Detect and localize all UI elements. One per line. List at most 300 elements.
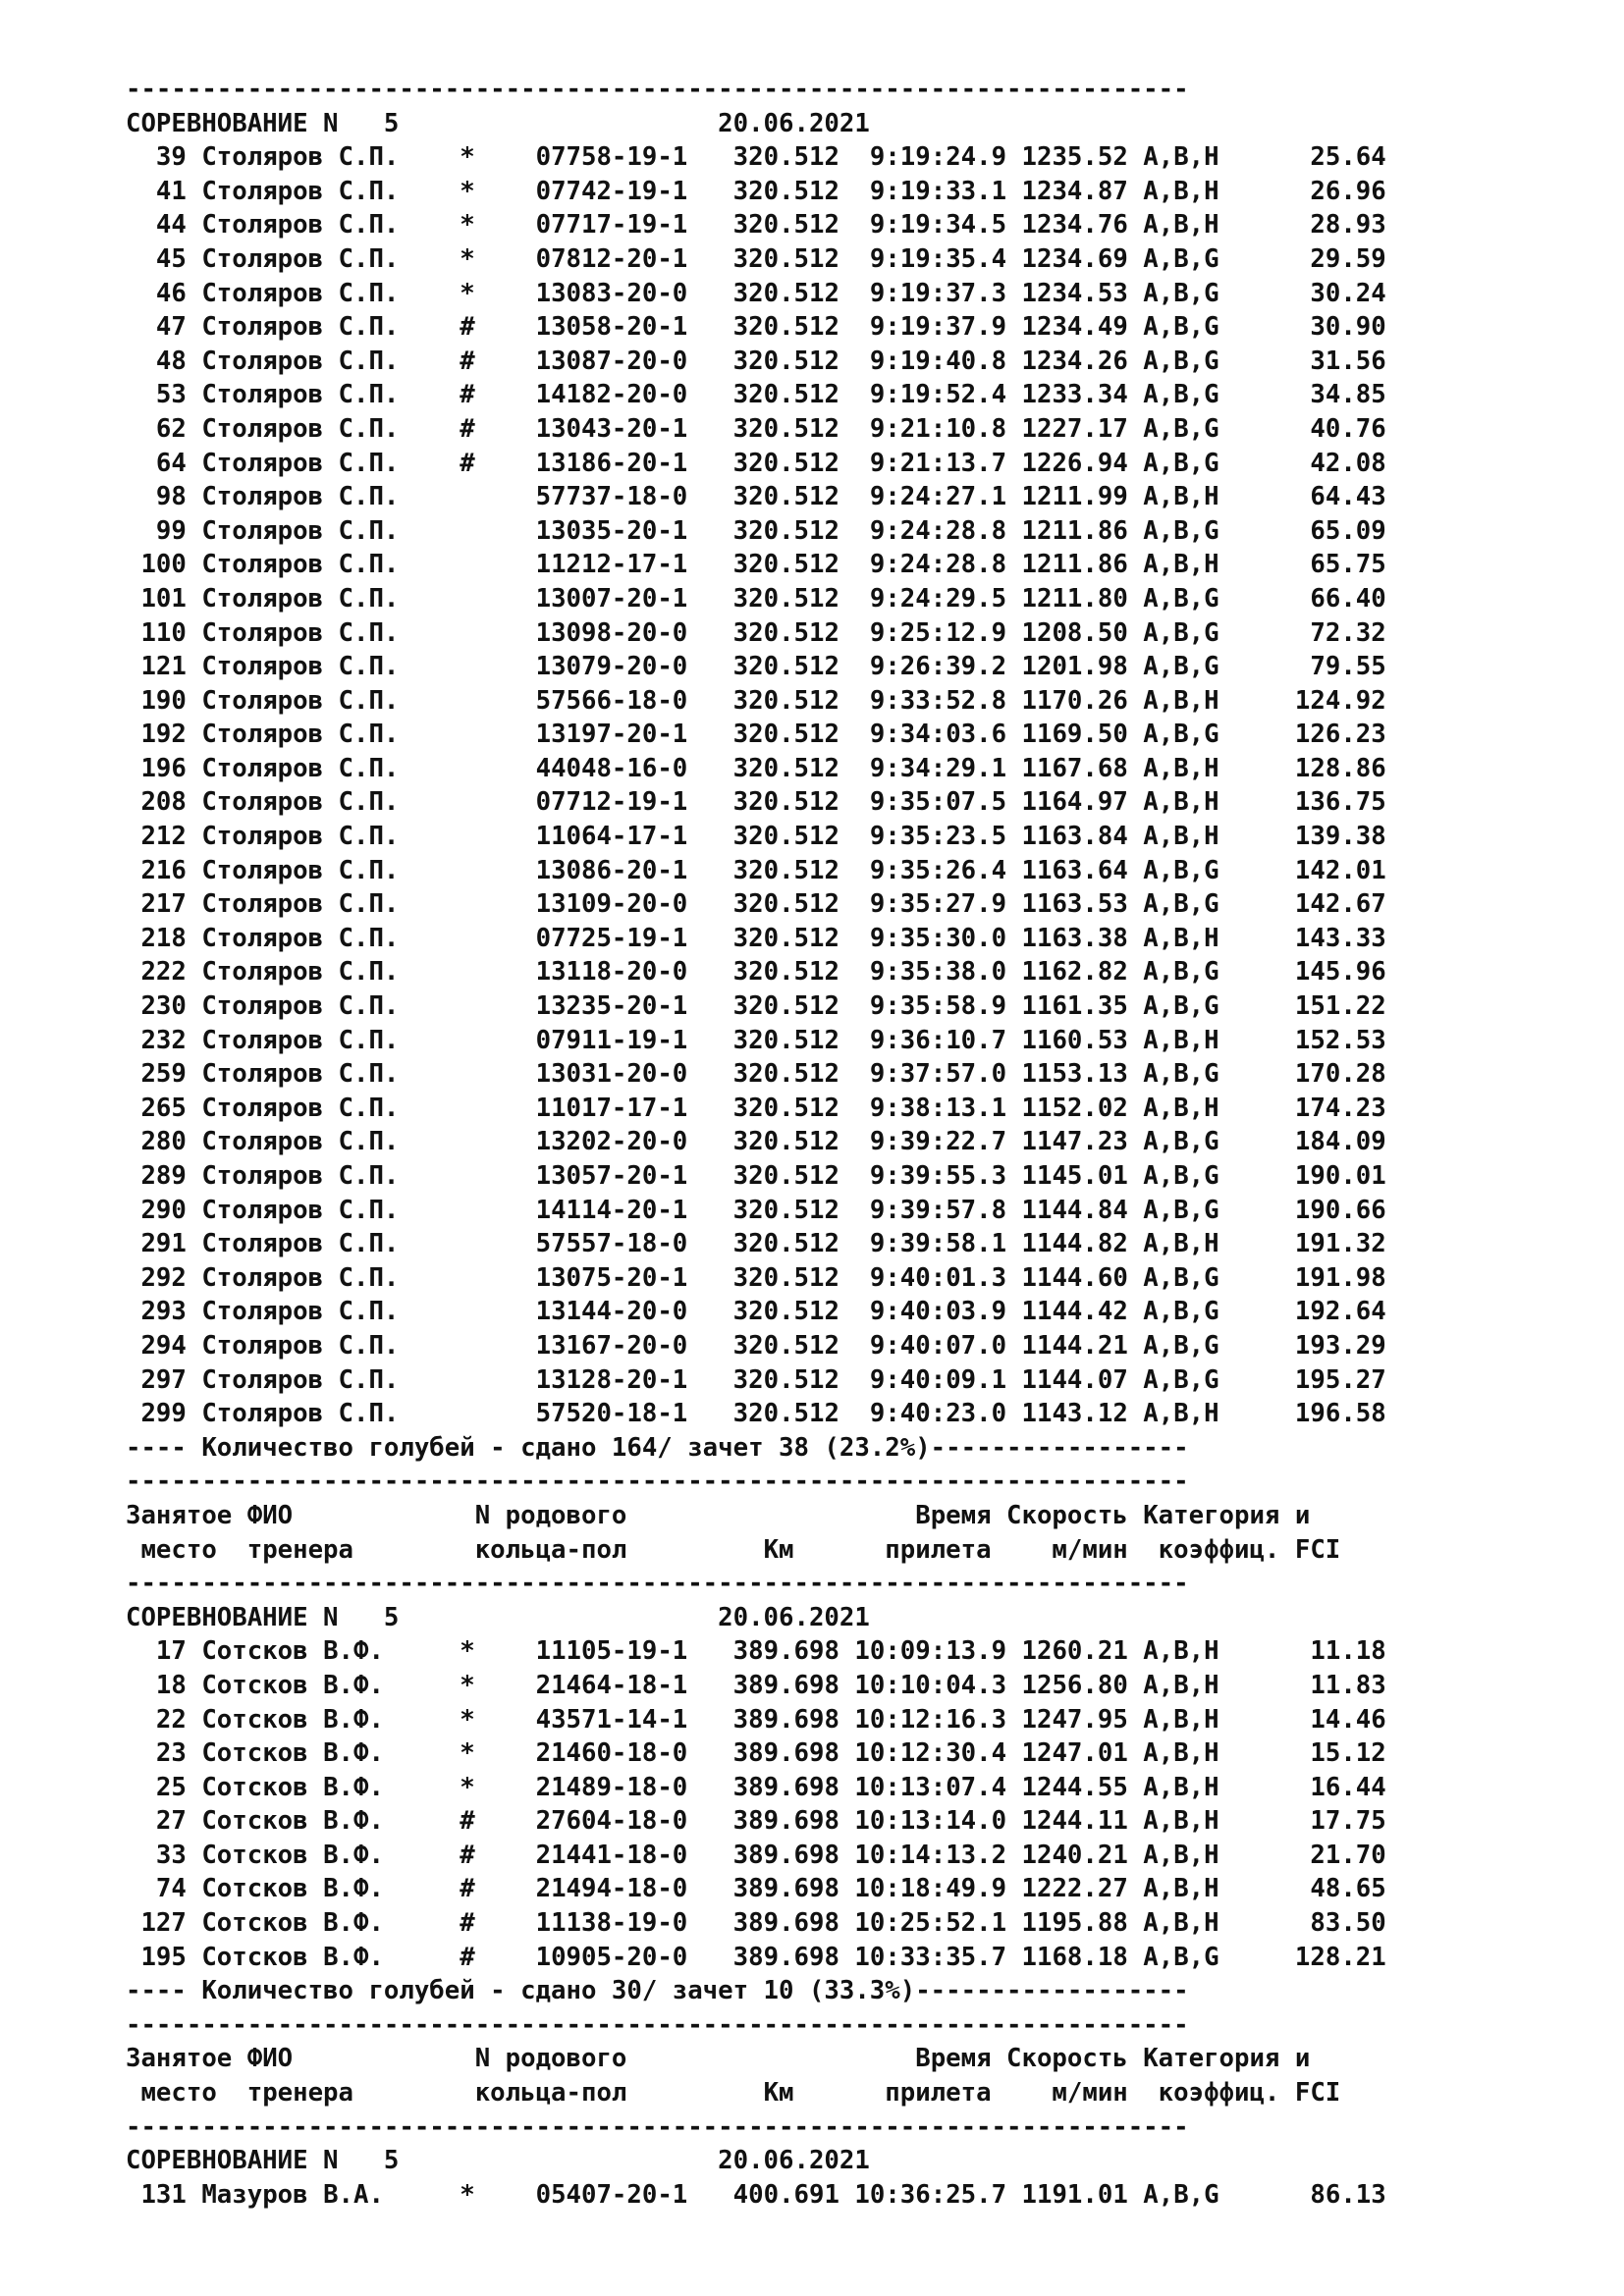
competition-date: 20.06.2021 [718,2146,870,2176]
speed: 1168.18 [1021,1942,1128,1972]
header-fio-2: тренера [246,1534,475,1565]
ring-number: 07742-19-1 [535,176,688,206]
distance-km: 389.698 [732,1772,839,1802]
distance-km: 320.512 [732,1161,839,1191]
arrival-time: 9:39:55.3 [839,1161,1007,1191]
category: A,B,G [1143,889,1219,920]
speed: 1144.21 [1021,1330,1128,1361]
divider-dashes: ---------------------------------------------------------------------- [126,2009,1189,2040]
fancier-name: Сотсков В.Ф. [201,1942,414,1972]
fancier-name: Сотсков В.Ф. [201,1670,414,1700]
place: 192 [126,720,187,750]
category: A,B,G [1143,991,1219,1022]
mark: * [460,142,475,173]
ring-number: 44048-16-0 [535,753,688,783]
mark: * [460,1738,475,1769]
category: A,B,H [1143,482,1219,512]
place: 218 [126,923,187,953]
distance-km: 320.512 [732,448,839,478]
fancier-name: Мазуров В.А. [201,2179,414,2210]
result-row [126,1941,1386,1975]
distance-km: 320.512 [732,482,839,512]
mark: # [460,1874,475,1904]
ring-number: 13202-20-0 [535,1127,688,1157]
result-row [126,1634,1386,1669]
result-row [126,1194,1386,1228]
fci-coefficient: 83.50 [1218,1908,1386,1939]
mark [460,720,474,749]
distance-km: 320.512 [732,1229,839,1259]
result-row [126,378,1386,412]
fci-coefficient: 25.64 [1218,142,1386,173]
result-row [126,1703,1386,1737]
fancier-name: Столяров С.П. [201,346,414,376]
speed: 1247.01 [1021,1738,1128,1769]
distance-km: 389.698 [732,1704,839,1735]
arrival-time: 10:13:14.0 [839,1806,1007,1837]
speed: 1234.53 [1021,278,1128,308]
distance-km: 320.512 [732,855,839,885]
result-row [126,277,1386,311]
fancier-name: Столяров С.П. [201,448,414,478]
speed: 1234.26 [1021,346,1128,376]
distance-km: 320.512 [732,413,839,444]
header-time-2: прилета [793,2078,992,2109]
ring-number: 13098-20-0 [535,617,688,648]
category: A,B,H [1143,1840,1219,1870]
distance-km: 389.698 [732,1942,839,1972]
mark [460,1196,474,1225]
place: 22 [126,1704,187,1735]
arrival-time: 10:12:16.3 [839,1704,1007,1735]
arrival-time: 9:19:37.3 [839,278,1007,308]
fci-coefficient: 124.92 [1218,685,1386,716]
result-row [126,650,1386,684]
result-row [126,1329,1386,1363]
competition-title: СОРЕВНОВАНИЕ N 5 [126,108,719,138]
arrival-time: 9:40:07.0 [839,1330,1007,1361]
category: A,B,H [1143,685,1219,716]
fci-coefficient: 190.66 [1218,1195,1386,1225]
result-row [126,345,1386,379]
fci-coefficient: 40.76 [1218,413,1386,444]
ring-number: 07725-19-1 [535,923,688,953]
arrival-time: 9:19:24.9 [839,142,1007,173]
category: A,B,H [1143,142,1219,173]
fci-coefficient: 191.98 [1218,1262,1386,1293]
place: 27 [126,1806,187,1837]
result-row [126,412,1386,447]
place: 41 [126,176,187,206]
fancier-name: Столяров С.П. [201,413,414,444]
fancier-name: Столяров С.П. [201,1229,414,1259]
fancier-name: Столяров С.П. [201,515,414,546]
result-row [126,1397,1386,1431]
fci-coefficient: 11.83 [1218,1670,1386,1700]
result-row [126,1024,1386,1058]
result-row [126,1057,1386,1092]
fancier-name: Сотсков В.Ф. [201,1874,414,1904]
category: A,B,H [1143,1772,1219,1802]
divider-dashes: ---------------------------------------------------------------------- [126,2111,1189,2142]
distance-km: 320.512 [732,889,839,920]
fci-coefficient: 64.43 [1218,482,1386,512]
speed: 1167.68 [1021,753,1128,783]
category: A,B,H [1143,210,1219,240]
place: 230 [126,991,187,1022]
fci-coefficient: 28.93 [1218,210,1386,240]
header-fio: ФИО [246,2044,475,2074]
ring-number: 11138-19-0 [535,1908,688,1939]
result-row [126,2178,1386,2213]
speed: 1234.87 [1021,176,1128,206]
distance-km: 320.512 [732,1093,839,1123]
fancier-name: Столяров С.П. [201,652,414,682]
place: 46 [126,278,187,308]
ring-number: 13083-20-0 [535,278,688,308]
fci-coefficient: 128.86 [1218,753,1386,783]
result-row [126,480,1386,514]
arrival-time: 10:25:52.1 [839,1908,1007,1939]
place: 33 [126,1840,187,1870]
speed: 1145.01 [1021,1161,1128,1191]
fci-coefficient: 170.28 [1218,1059,1386,1090]
divider-dashes: ---------------------------------------------------------------------- [126,1569,1189,1599]
fancier-name: Столяров С.П. [201,1330,414,1361]
mark [460,652,474,681]
distance-km: 320.512 [732,515,839,546]
place: 18 [126,1670,187,1700]
speed: 1162.82 [1021,957,1128,988]
fci-coefficient: 26.96 [1218,176,1386,206]
fci-coefficient: 11.18 [1218,1636,1386,1667]
place: 44 [126,210,187,240]
fancier-name: Столяров С.П. [201,957,414,988]
fancier-name: Столяров С.П. [201,550,414,580]
mark [460,991,474,1021]
fci-coefficient: 30.24 [1218,278,1386,308]
header-time: Время [824,1500,992,1530]
category: A,B,H [1143,1908,1219,1939]
category: A,B,G [1143,413,1219,444]
speed: 1144.60 [1021,1262,1128,1293]
speed: 1247.95 [1021,1704,1128,1735]
mark [460,924,474,953]
result-row [126,854,1386,888]
fci-coefficient: 196.58 [1218,1399,1386,1429]
fci-coefficient: 151.22 [1218,991,1386,1022]
divider [126,1465,1386,1499]
mark [460,550,474,579]
fci-coefficient: 14.46 [1218,1704,1386,1735]
place: 195 [126,1942,187,1972]
header-speed: Скорость [991,2044,1128,2074]
result-row [126,208,1386,242]
fancier-name: Сотсков В.Ф. [201,1840,414,1870]
distance-km: 320.512 [732,991,839,1022]
arrival-time: 9:35:07.5 [839,787,1007,818]
arrival-time: 9:39:22.7 [839,1127,1007,1157]
distance-km: 320.512 [732,685,839,716]
speed: 1144.82 [1021,1229,1128,1259]
arrival-time: 9:21:13.7 [839,448,1007,478]
ring-number: 21494-18-0 [535,1874,688,1904]
arrival-time: 9:40:03.9 [839,1297,1007,1327]
result-row [126,989,1386,1024]
arrival-time: 9:40:23.0 [839,1399,1007,1429]
distance-km: 389.698 [732,1908,839,1939]
place: 299 [126,1399,187,1429]
fci-coefficient: 66.40 [1218,583,1386,614]
distance-km: 320.512 [732,1262,839,1293]
competition-title: СОРЕВНОВАНИЕ N 5 [126,2146,719,2176]
distance-km: 320.512 [732,1059,839,1090]
mark: # [460,1840,475,1870]
place: 48 [126,346,187,376]
ring-number: 13109-20-0 [535,889,688,920]
speed: 1147.23 [1021,1127,1128,1157]
arrival-time: 10:36:25.7 [839,2179,1007,2210]
column-header-line-1 [126,2042,1386,2076]
result-row [126,514,1386,549]
arrival-time: 9:24:28.8 [839,515,1007,546]
category: A,B,G [1143,1330,1219,1361]
ring-number: 13128-20-1 [535,1364,688,1395]
distance-km: 320.512 [732,652,839,682]
ring-number: 07911-19-1 [535,1025,688,1055]
fancier-name: Столяров С.П. [201,312,414,343]
category: A,B,G [1143,243,1219,274]
mark: * [460,1772,475,1802]
arrival-time: 9:24:27.1 [839,482,1007,512]
result-row [126,1839,1386,1873]
result-row [126,1872,1386,1906]
ring-number: 13235-20-1 [535,991,688,1022]
divider [126,2110,1386,2145]
result-row [126,310,1386,345]
fancier-name: Сотсков В.Ф. [201,1636,414,1667]
ring-number: 13058-20-1 [535,312,688,343]
fancier-name: Столяров С.П. [201,176,414,206]
mark: # [460,1806,475,1837]
distance-km: 320.512 [732,1330,839,1361]
place: 25 [126,1772,187,1802]
arrival-time: 9:26:39.2 [839,652,1007,682]
category: A,B,G [1143,720,1219,750]
fci-coefficient: 143.33 [1218,923,1386,953]
fci-coefficient: 152.53 [1218,1025,1386,1055]
fci-coefficient: 193.29 [1218,1330,1386,1361]
speed: 1163.84 [1021,822,1128,852]
ring-number: 07758-19-1 [535,142,688,173]
fci-coefficient: 142.67 [1218,889,1386,920]
header-time-2: прилета [793,1534,992,1565]
category: A,B,G [1143,448,1219,478]
distance-km: 320.512 [732,380,839,410]
speed: 1227.17 [1021,413,1128,444]
result-row [126,1669,1386,1703]
fci-coefficient: 142.01 [1218,855,1386,885]
speed: 1195.88 [1021,1908,1128,1939]
fancier-name: Сотсков В.Ф. [201,1704,414,1735]
place: 17 [126,1636,187,1667]
place: 98 [126,482,187,512]
distance-km: 320.512 [732,142,839,173]
competition-title-line [126,107,1386,141]
arrival-time: 10:09:13.9 [839,1636,1007,1667]
header-time: Время [824,2044,992,2074]
result-row [126,1159,1386,1194]
distance-km: 320.512 [732,1025,839,1055]
header-ring: N родового [474,1500,719,1530]
speed: 1153.13 [1021,1059,1128,1090]
fancier-name: Столяров С.П. [201,991,414,1022]
category: A,B,H [1143,753,1219,783]
arrival-time: 9:34:29.1 [839,753,1007,783]
speed: 1226.94 [1021,448,1128,478]
fci-coefficient: 65.75 [1218,550,1386,580]
category: A,B,G [1143,278,1219,308]
arrival-time: 10:33:35.7 [839,1942,1007,1972]
distance-km: 320.512 [732,617,839,648]
arrival-time: 10:18:49.9 [839,1874,1007,1904]
mark: # [460,413,475,444]
section-summary: ---- Количество голубей - сдано 30/ зачет 10 (33.3%)------------------ [126,1976,1189,2006]
ring-number: 57566-18-0 [535,685,688,716]
ring-number: 11017-17-1 [535,1093,688,1123]
ring-number: 14182-20-0 [535,380,688,410]
speed: 1163.64 [1021,855,1128,885]
arrival-time: 9:19:37.9 [839,312,1007,343]
header-category: Категория и [1127,2044,1311,2074]
result-row [126,1363,1386,1398]
category: A,B,H [1143,1806,1219,1837]
speed: 1201.98 [1021,652,1128,682]
mark [460,482,474,511]
category: A,B,G [1143,1161,1219,1191]
speed: 1256.80 [1021,1670,1128,1700]
fci-coefficient: 29.59 [1218,243,1386,274]
ring-number: 13035-20-1 [535,515,688,546]
distance-km: 389.698 [732,1670,839,1700]
ring-number: 27604-18-0 [535,1806,688,1837]
speed: 1144.84 [1021,1195,1128,1225]
mark [460,1399,474,1428]
header-place: Занятое [126,2044,247,2074]
arrival-time: 9:21:10.8 [839,413,1007,444]
fancier-name: Столяров С.П. [201,583,414,614]
header-km: Км [718,2078,794,2109]
mark: # [460,312,475,343]
result-row [126,1736,1386,1771]
mark: # [460,1942,475,1972]
fci-coefficient: 72.32 [1218,617,1386,648]
header-speed-2: м/мин [991,2078,1128,2109]
fancier-name: Столяров С.П. [201,787,414,818]
fancier-name: Столяров С.П. [201,685,414,716]
result-row [126,1906,1386,1941]
place: 290 [126,1195,187,1225]
place: 212 [126,822,187,852]
speed: 1144.42 [1021,1297,1128,1327]
section-summary: ---- Количество голубей - сдано 164/ зачет 38 (23.2%)----------------- [126,1432,1189,1463]
fancier-name: Столяров С.П. [201,1025,414,1055]
category: A,B,H [1143,1025,1219,1055]
ring-number: 13197-20-1 [535,720,688,750]
header-place-2: место [126,1534,247,1565]
competition-date: 20.06.2021 [718,1602,870,1632]
column-header-line-2 [126,1533,1386,1568]
divider [126,2008,1386,2043]
ring-number: 13144-20-0 [535,1297,688,1327]
fci-coefficient: 86.13 [1218,2179,1386,2210]
result-row [126,548,1386,582]
speed: 1211.86 [1021,515,1128,546]
arrival-time: 10:14:13.2 [839,1840,1007,1870]
place: 121 [126,652,187,682]
speed: 1163.53 [1021,889,1128,920]
speed: 1170.26 [1021,685,1128,716]
place: 292 [126,1262,187,1293]
fci-coefficient: 136.75 [1218,787,1386,818]
mark [460,822,474,851]
column-header-line-2 [126,2076,1386,2110]
arrival-time: 9:25:12.9 [839,617,1007,648]
result-row [126,785,1386,820]
ring-number: 13043-20-1 [535,413,688,444]
speed: 1211.80 [1021,583,1128,614]
arrival-time: 9:19:33.1 [839,176,1007,206]
mark [460,1094,474,1123]
mark [460,584,474,614]
ring-number: 10905-20-0 [535,1942,688,1972]
mark [460,1127,474,1156]
category: A,B,H [1143,550,1219,580]
category: A,B,H [1143,787,1219,818]
mark: * [460,243,475,274]
mark [460,1331,474,1361]
fci-coefficient: 65.09 [1218,515,1386,546]
fci-coefficient: 34.85 [1218,380,1386,410]
arrival-time: 9:35:38.0 [839,957,1007,988]
speed: 1163.38 [1021,923,1128,953]
fancier-name: Столяров С.П. [201,278,414,308]
category: A,B,G [1143,1942,1219,1972]
fci-coefficient: 15.12 [1218,1738,1386,1769]
category: A,B,G [1143,617,1219,648]
distance-km: 389.698 [732,1806,839,1837]
distance-km: 389.698 [732,1738,839,1769]
category: A,B,G [1143,1059,1219,1090]
mark: # [460,346,475,376]
category: A,B,H [1143,176,1219,206]
distance-km: 320.512 [732,720,839,750]
arrival-time: 9:24:29.5 [839,583,1007,614]
mark [460,1365,474,1395]
fci-coefficient: 139.38 [1218,822,1386,852]
arrival-time: 9:35:26.4 [839,855,1007,885]
category: A,B,G [1143,652,1219,682]
arrival-time: 9:35:58.9 [839,991,1007,1022]
ring-number: 13057-20-1 [535,1161,688,1191]
ring-number: 11212-17-1 [535,550,688,580]
fancier-name: Столяров С.П. [201,1161,414,1191]
distance-km: 389.698 [732,1840,839,1870]
mark: * [460,1704,475,1735]
fci-coefficient: 48.65 [1218,1874,1386,1904]
arrival-time: 9:40:09.1 [839,1364,1007,1395]
result-row [126,1092,1386,1126]
